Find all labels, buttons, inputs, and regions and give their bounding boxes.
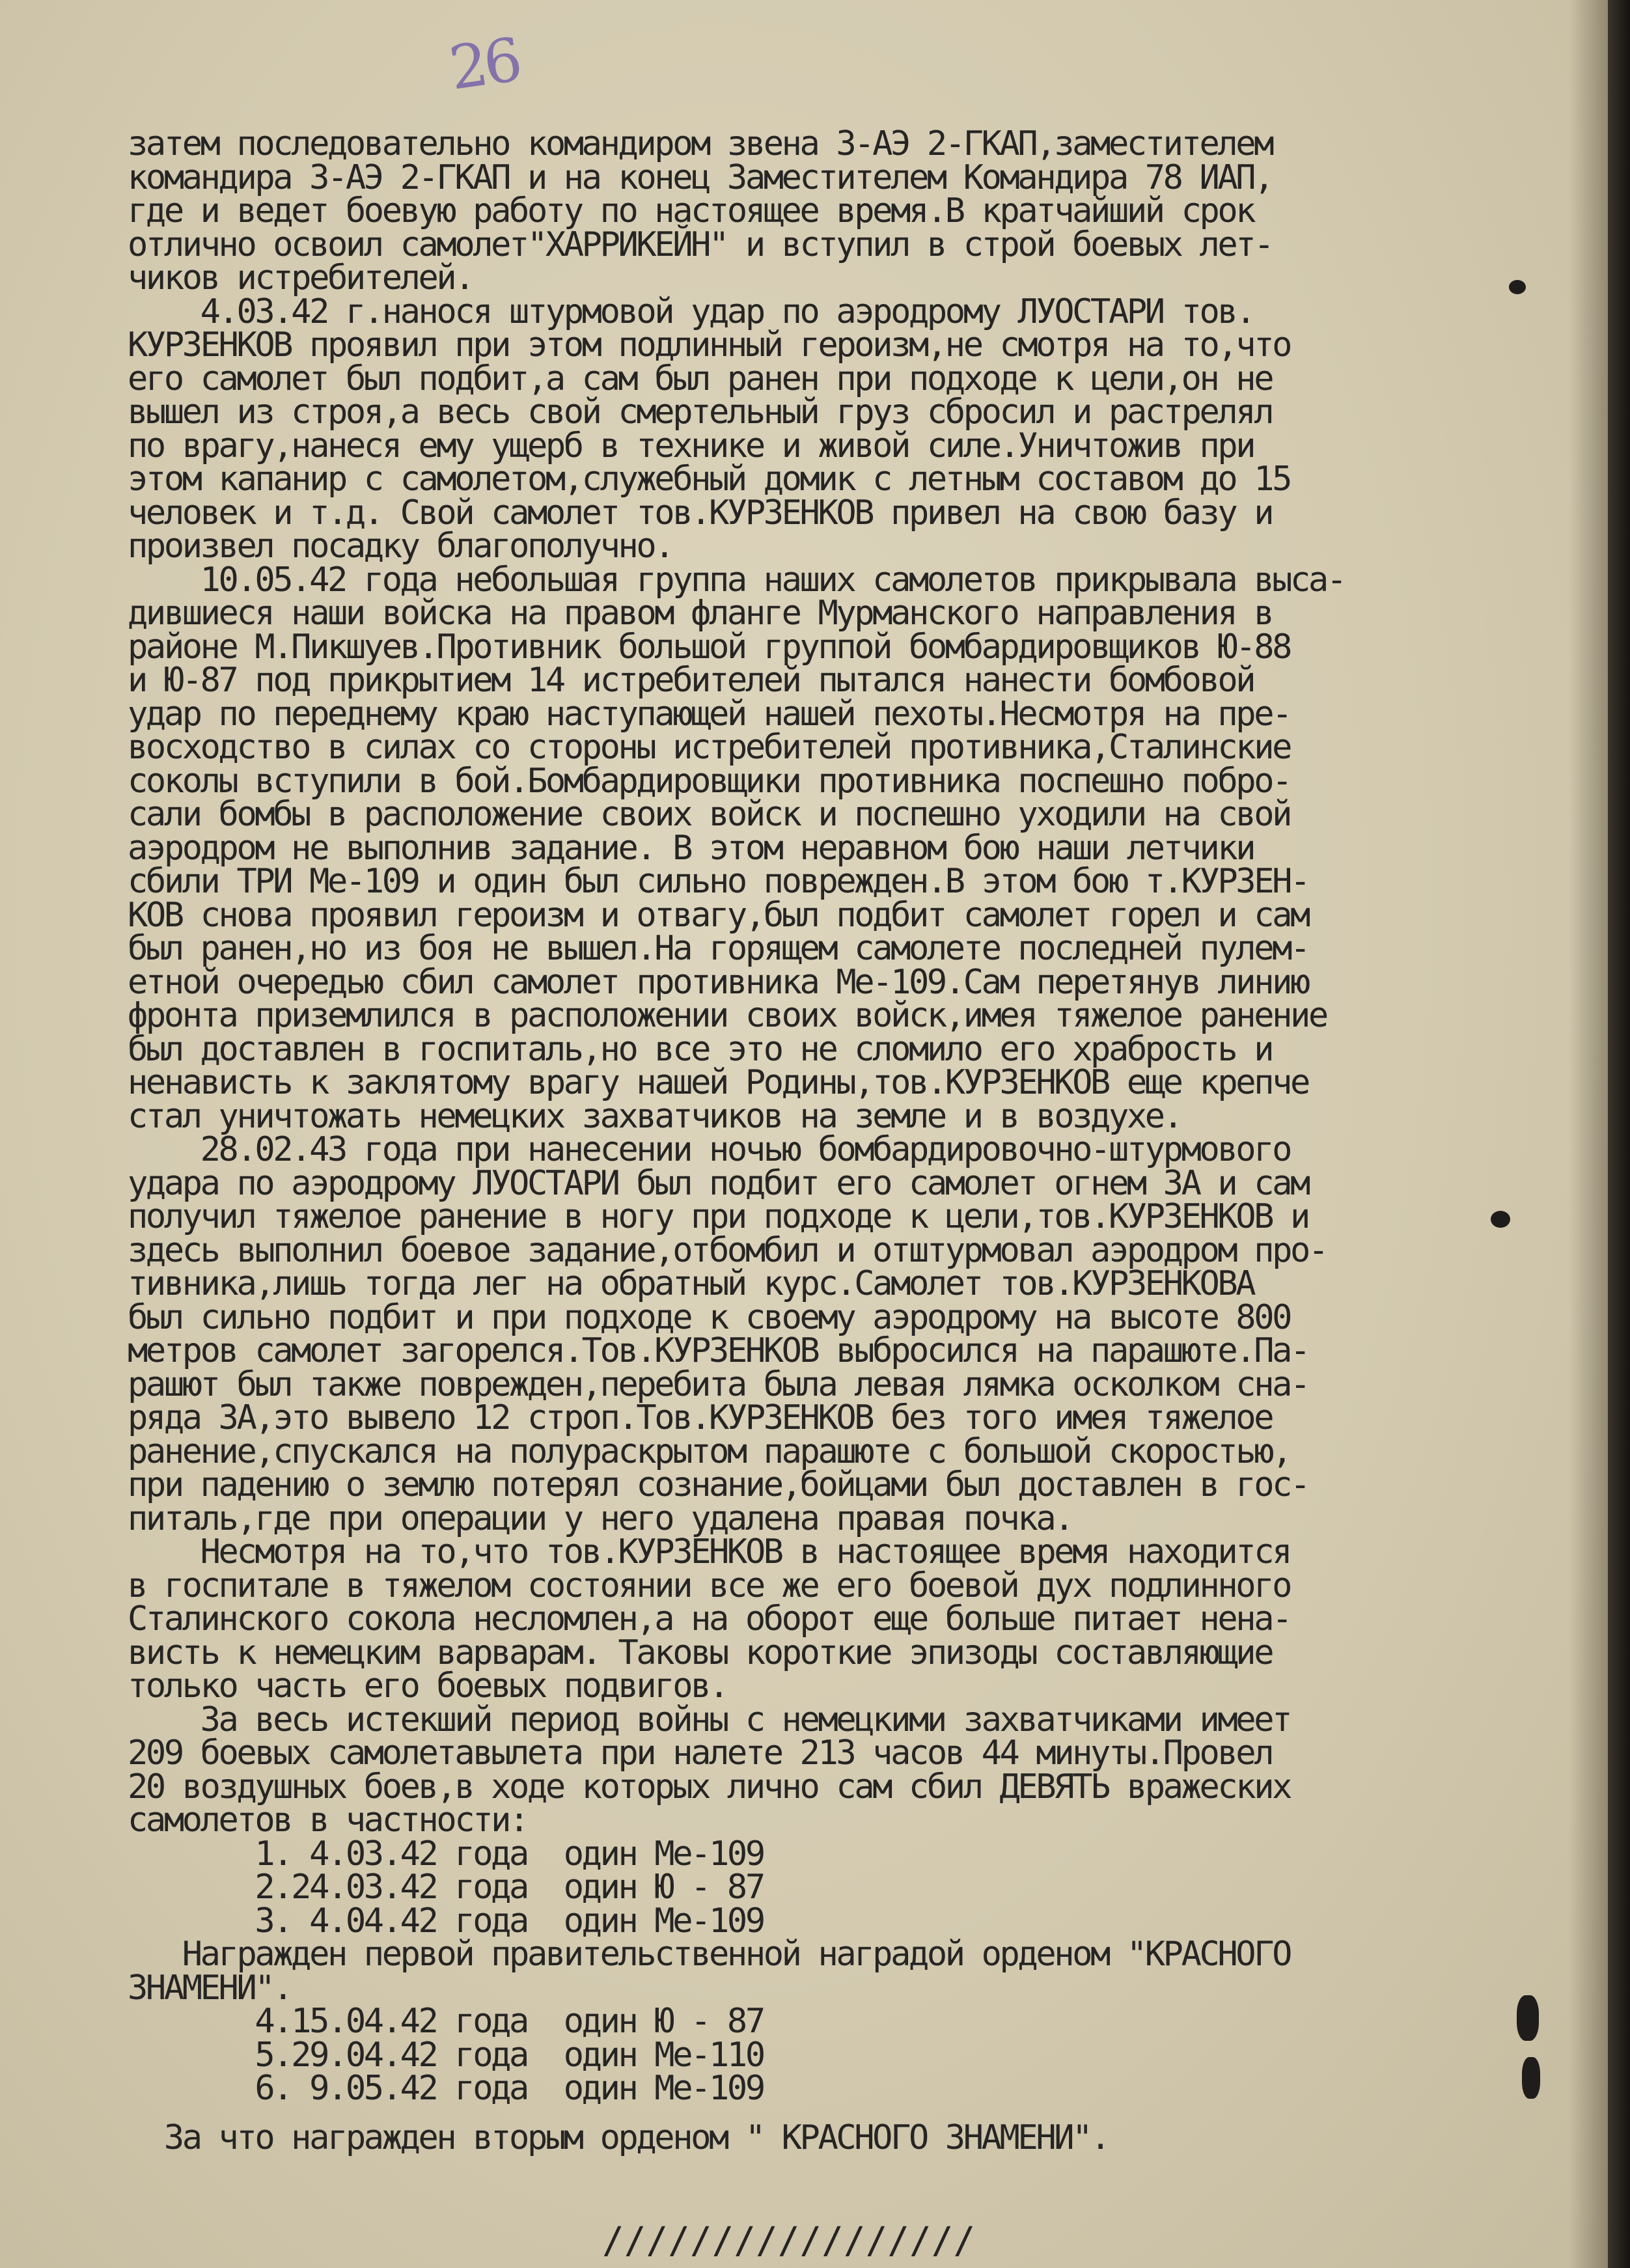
text-line: рашют был также поврежден,перебита была левая лямка осколком сна-: [128, 1364, 1308, 1404]
text-line: ряда ЗА,это вывело 12 строп.Тов.КУРЗЕНКОВ без того имея тяжелое: [128, 1398, 1273, 1437]
text-line: Несмотря на то,что тов.КУРЗЕНКОВ в настоящее время находится: [128, 1532, 1291, 1571]
ink-blot: [1491, 1211, 1510, 1228]
page-edge-shadow: [1569, 0, 1608, 2268]
text-line: 28.02.43 года при нанесении ночью бомбардировочно-штурмового: [128, 1130, 1291, 1169]
text-line: аэродром не выполнив задание. В этом неравном бою наши летчики: [128, 828, 1254, 868]
text-line: здесь выполнил боевое задание,отбомбил и отштурмовал аэродром про-: [128, 1230, 1327, 1270]
text-line: КОВ снова проявил героизм и отвагу,был подбит самолет горел и сам: [128, 895, 1308, 935]
closing-divider: /////////////////: [602, 2220, 976, 2262]
list-item: 1. 4.03.42 года один Ме-109: [128, 1834, 764, 1874]
text-line: ранение,спускался на полураскрытом парашюте с большой скоростью,: [128, 1431, 1291, 1471]
text-line: ЗНАМЕНИ".: [128, 1968, 292, 2008]
text-line: был сильно подбит и при подходе к своему аэродрому на высоте 800: [128, 1297, 1291, 1337]
text-line: сбили ТРИ Ме-109 и один был сильно поврежден.В этом бою т.КУРЗЕН-: [128, 862, 1308, 901]
text-line: дившиеся наши войска на правом фланге Мурманского направления в: [128, 594, 1273, 633]
text-line: метров самолет загорелся.Тов.КУРЗЕНКОВ выбросился на парашюте.Па-: [128, 1331, 1308, 1370]
list-item: 2.24.03.42 года один Ю - 87: [128, 1868, 764, 1907]
text-line: стал уничтожать немецких захватчиков на земле и в воздухе.: [128, 1096, 1181, 1136]
text-line: 10.05.42 года небольшая группа наших самолетов прикрывала выса-: [128, 560, 1345, 600]
text-line: висть к немецким варварам. Таковы короткие эпизоды составляющие: [128, 1633, 1273, 1672]
text-line: самолетов в частности:: [128, 1801, 527, 1840]
list-item: 3. 4.04.42 года один Ме-109: [128, 1901, 764, 1941]
text-line: За весь истекший период войны с немецкими захватчиками имеет: [128, 1700, 1291, 1739]
text-line: Сталинского сокола несломлен,а на оборот еще больше питает нена-: [128, 1599, 1291, 1639]
text-line: 4.03.42 г.нанося штурмовой удар по аэродрому ЛУОСТАРИ тов.: [128, 292, 1254, 331]
list-item: 5.29.04.42 года один Ме-110: [128, 2035, 764, 2075]
text-line: фронта приземлился в расположении своих войск,имея тяжелое ранение: [128, 996, 1327, 1035]
text-line: где и ведет боевую работу по настоящее время.В кратчайший срок: [128, 191, 1254, 230]
text-line: ненависть к заклятому врагу нашей Родины,тов.КУРЗЕНКОВ еще крепче: [128, 1063, 1308, 1102]
text-line: За что награжден вторым орденом " КРАСНОГО ЗНАМЕНИ".: [128, 2118, 1109, 2157]
document-body: [128, 124, 1579, 2157]
text-line: был ранен,но из боя не вышел.На горящем самолете последней пулем-: [128, 929, 1308, 968]
text-line: Награжден первой правительственной наградой орденом "КРАСНОГО: [128, 1935, 1291, 1974]
text-line: удар по переднему краю наступающей нашей пехоты.Несмотря на пре-: [128, 694, 1291, 734]
text-line: удара по аэродрому ЛУОСТАРИ был подбит его самолет огнем ЗА и сам: [128, 1163, 1308, 1203]
binding-edge: [1608, 0, 1630, 2268]
text-line: чиков истребителей.: [128, 258, 473, 297]
text-line: по врагу,нанеся ему ущерб в технике и живой силе.Уничтожив при: [128, 426, 1254, 465]
text-line: питаль,где при операции у него удалена правая почка.: [128, 1499, 1073, 1538]
ink-blot: [1522, 2057, 1540, 2099]
text-line: при падению о землю потерял сознание,бойцами был доставлен в гос-: [128, 1465, 1308, 1504]
text-line: вышел из строя,а весь свой смертельный груз сбросил и растрелял: [128, 393, 1273, 432]
text-line: человек и т.д. Свой самолет тов.КУРЗЕНКОВ привел на свою базу и: [128, 493, 1273, 532]
ink-blot: [1509, 280, 1526, 294]
text-line: только часть его боевых подвигов.: [128, 1666, 727, 1706]
text-line: командира 3-АЭ 2-ГКАП и на конец Заместителем Командира 78 ИАП,: [128, 158, 1273, 197]
text-line: произвел посадку благополучно.: [128, 527, 673, 566]
list-item: 4.15.04.42 года один Ю - 87: [128, 2002, 764, 2041]
list-item: 6. 9.05.42 года один Ме-109: [128, 2069, 764, 2108]
text-line: его самолет был подбит,а сам был ранен при подходе к цели,он не: [128, 359, 1273, 398]
text-line: 20 воздушных боев,в ходе которых лично сам сбил ДЕВЯТЬ вражеских: [128, 1767, 1291, 1806]
text-line: районе М.Пикшуев.Противник большой группой бомбардировщиков Ю-88: [128, 627, 1291, 667]
text-line: соколы вступили в бой.Бомбардировщики противника поспешно побро-: [128, 761, 1291, 801]
text-line: получил тяжелое ранение в ногу при подходе к цели,тов.КУРЗЕНКОВ и: [128, 1197, 1308, 1236]
text-line: 209 боевых самолетавылета при налете 213 часов 44 минуты.Провел: [128, 1734, 1273, 1773]
text-line: восходство в силах со стороны истребителей противника,Сталинские: [128, 728, 1291, 767]
ink-blot: [1517, 1995, 1539, 2041]
text-line: в госпитале в тяжелом состоянии все же его боевой дух подлинного: [128, 1566, 1291, 1605]
text-line: был доставлен в госпиталь,но все это не сломило его храбрость и: [128, 1029, 1273, 1069]
text-line: отлично освоил самолет"ХАРРИКЕЙН" и вступил в строй боевых лет-: [128, 225, 1273, 264]
text-line: и Ю-87 под прикрытием 14 истребителей пытался нанести бомбовой: [128, 661, 1254, 700]
text-line: сали бомбы в расположение своих войск и поспешно уходили на свой: [128, 795, 1291, 834]
text-line: затем последовательно командиром звена 3-АЭ 2-ГКАП,заместителем: [128, 124, 1273, 163]
text-line: этом капанир с самолетом,служебный домик с летным составом до 15: [128, 460, 1291, 499]
text-line: КУРЗЕНКОВ проявил при этом подлинный героизм,не смотря на то,что: [128, 325, 1291, 365]
text-line: етной очередью сбил самолет противника Ме-109.Сам перетянув линию: [128, 962, 1308, 1002]
ink-stamp-mark: 26: [445, 25, 523, 104]
text-line: тивника,лишь тогда лег на обратный курс.Самолет тов.КУРЗЕНКОВА: [128, 1264, 1254, 1303]
